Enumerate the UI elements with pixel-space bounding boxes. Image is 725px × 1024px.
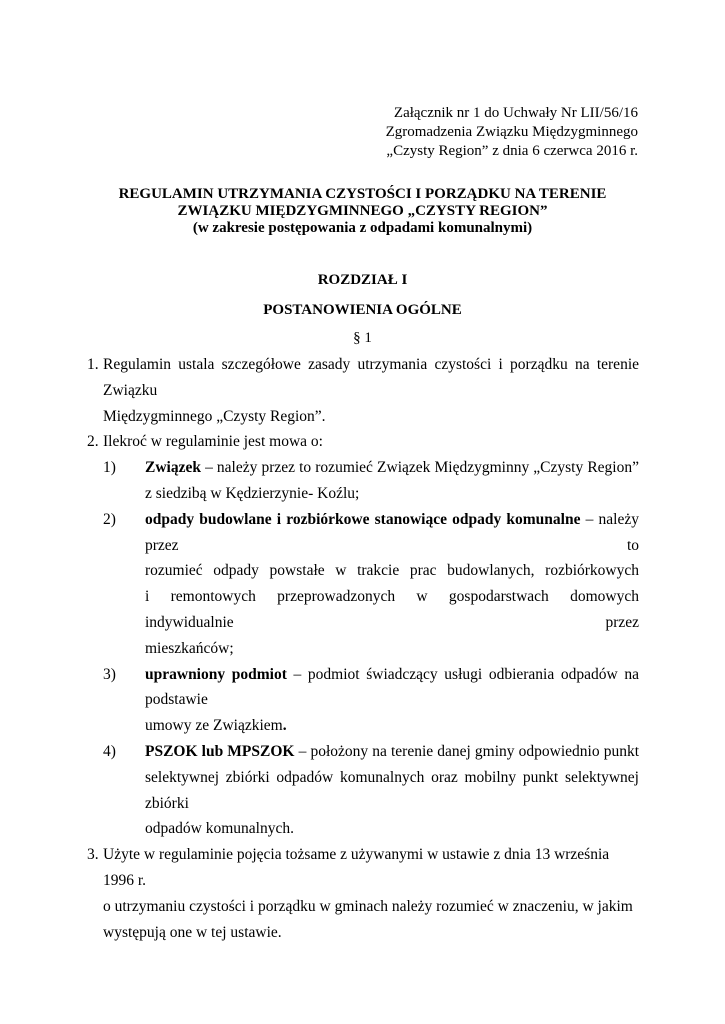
item-text-line: Ilekroć w regulaminie jest mowa o:	[103, 433, 323, 451]
definition-text-line: rozumieć odpady powstałe w trakcie prac budowlanych, rozbiórkowych	[145, 562, 639, 580]
definition-item	[103, 455, 639, 507]
definition-item	[103, 507, 639, 662]
definition-number: 1)	[103, 459, 116, 477]
annex-header	[386, 104, 638, 161]
definition-text: – położony na terenie danej gminy odpowiednio punkt	[294, 742, 639, 760]
list-item	[87, 842, 639, 945]
item-text-line: Międzygminnego „Czysty Region”.	[103, 407, 326, 425]
definition-item	[103, 662, 639, 739]
definition-text-line: z siedzibą w Kędzierzynie- Koźlu;	[145, 484, 360, 502]
definition-number: 2)	[103, 510, 116, 528]
definition-text-line: selektywnej zbiórki odpadów komunalnych oraz mobilny punkt selektywnej zbiórki	[145, 768, 639, 812]
chapter-title: POSTANOWIENIA OGÓLNE	[263, 302, 462, 318]
item-number: 1.	[87, 356, 99, 373]
annex-line-3: „Czysty Region” z dnia 6 czerwca 2016 r.	[386, 143, 638, 159]
section-sign: § 1	[353, 330, 372, 346]
item-text-line: o utrzymaniu czystości i porządku w gminach należy rozumieć w znaczeniu, w jakim	[103, 897, 633, 915]
item-number: 2.	[87, 433, 99, 451]
item-text-line: Użyte w regulaminie pojęcia tożsame z używanymi w ustawie z dnia 13 września 1996 r.	[103, 846, 610, 889]
definition-text: – należy przez to rozumieć Związek Międzygminny „Czysty Region”	[200, 459, 639, 477]
definition-text-line: odpadów komunalnych.	[145, 820, 294, 838]
definition-term: odpady budowlane i rozbiórkowe stanowiące odpady komunalne	[145, 510, 581, 528]
definition-number: 4)	[103, 742, 116, 760]
definition-item	[103, 739, 639, 842]
item-number: 3.	[87, 846, 99, 864]
definition-term: Związek	[145, 459, 201, 477]
chapter-label: ROZDZIAŁ I	[317, 272, 408, 288]
definition-text: – podmiot świadczący usługi odbierania odpadów na podstawie	[145, 665, 639, 709]
item-text-line: Regulamin ustala szczegółowe zasady utrzymania czystości i porządku na terenie Związku	[103, 356, 639, 399]
document-body	[87, 352, 639, 945]
annex-line-2: Zgromadzenia Związku Międzygminnego	[385, 124, 638, 140]
definition-term: PSZOK lub MPSZOK	[145, 742, 295, 760]
definition-number: 3)	[103, 665, 116, 683]
definition-text-line: i remontowych przeprowadzonych w gospodarstwach domowych indywidualnie przez	[145, 588, 639, 631]
list-item	[87, 429, 639, 455]
title-line-1: REGULAMIN UTRZYMANIA CZYSTOŚCI I PORZĄDKU NA TERENIE	[118, 186, 607, 202]
definition-text: umowy ze Związkiem	[145, 717, 283, 735]
annex-line-1: Załącznik nr 1 do Uchwały Nr LII/56/16	[393, 105, 638, 121]
document-title	[0, 186, 725, 237]
title-line-3: (w zakresie postępowania z odpadami komunalnymi)	[192, 220, 533, 236]
definition-period: .	[282, 717, 287, 735]
list-item	[87, 352, 639, 429]
definition-term: uprawniony podmiot	[145, 665, 287, 683]
item-text-line: występują one w tej ustawie.	[103, 923, 282, 941]
definition-text: – należy przez to	[145, 510, 639, 554]
title-line-2: ZWIĄZKU MIĘDZYGMINNEGO „CZYSTY REGION”	[177, 203, 548, 219]
definition-text-line: mieszkańców;	[145, 639, 234, 657]
